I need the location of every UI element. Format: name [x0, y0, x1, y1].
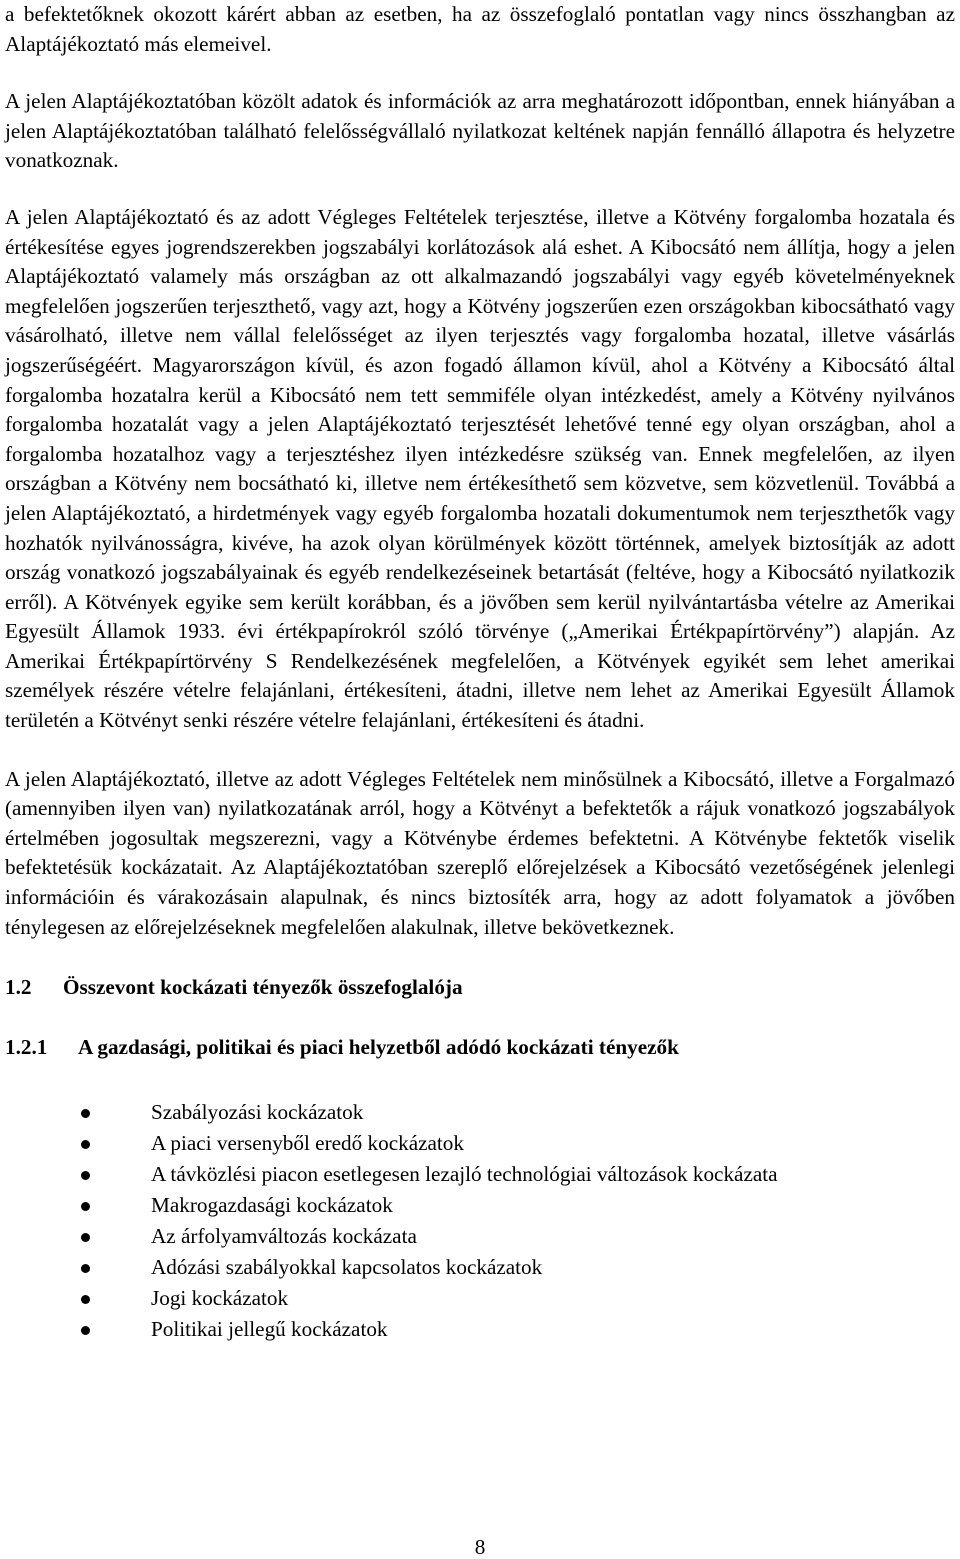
section-heading	[5, 973, 955, 1001]
paragraph-investor-disclaimer: A jelen Alaptájékoztató, illetve az adott Végleges Feltételek nem minősülnek a Kibocsátó, illetve a Forgalmazó (amennyiben ilyen van) nyilatkozatának arról, hogy a Kötvényt a befektetők a rájuk vonatkozó jogszabályok értelmében jogosultak megszerezni, vagy a Kötvénybe érdemes befektetni. A Kötvénybe fektetők viselik befektetésük kockázatait. Az Alaptájékoztatóban szereplő előrejelzések a Kibocsátó vezetőségének jelenlegi információin és várakozásain alapulnak, és nincs biztosíték arra, hogy az adott folyamatok a jövőben ténylegesen az előrejelzéseknek megfelelően alakulnak, illetve bekövetkeznek.	[5, 766, 955, 939]
list-item-text: A piaci versenyből eredő kockázatok	[151, 1131, 464, 1156]
risk-factor-list	[5, 1097, 955, 1345]
list-item-text: A távközlési piacon esetlegesen lezajló technológiai változások kockázata	[151, 1162, 778, 1187]
list-item	[5, 1252, 955, 1283]
paragraph-continuation: a befektetőknek okozott kárért abban az esetben, ha az összefoglaló pontatlan vagy nincs összhangban az Alaptájékoztató más elemeivel.	[5, 2, 955, 56]
subsection-title: A gazdasági, politikai és piaci helyzetből adódó kockázati tényezők	[78, 1035, 679, 1060]
subsection-number: 1.2.1	[5, 1035, 48, 1060]
list-item	[5, 1128, 955, 1159]
list-item	[5, 1283, 955, 1314]
section-number: 1.2	[5, 975, 32, 1000]
list-item-text: Az árfolyamváltozás kockázata	[151, 1224, 417, 1249]
bullet-icon	[81, 1326, 90, 1335]
list-item	[5, 1221, 955, 1252]
list-item-text: Makrogazdasági kockázatok	[151, 1193, 393, 1218]
page-number: 8	[474, 1535, 486, 1559]
document-page	[5, 0, 955, 1345]
list-item	[5, 1097, 955, 1128]
list-item-text: Szabályozási kockázatok	[151, 1100, 364, 1125]
subsection-heading	[5, 1033, 955, 1061]
bullet-icon	[81, 1140, 90, 1149]
bullet-icon	[81, 1264, 90, 1273]
list-item-text: Politikai jellegű kockázatok	[151, 1317, 388, 1342]
section-title: Összevont kockázati tényezők összefoglalója	[63, 975, 463, 1000]
bullet-icon	[81, 1171, 90, 1180]
list-item	[5, 1159, 955, 1190]
list-item	[5, 1314, 955, 1345]
paragraph-data-validity: A jelen Alaptájékoztatóban közölt adatok és információk az arra meghatározott időpontban, ennek hiányában a jelen Alaptájékoztatóban található felelősségvállaló nyilatkozat keltének napján fennálló állapotra és helyzetre vonatkoznak.	[5, 89, 955, 173]
list-item-text: Adózási szabályokkal kapcsolatos kockázatok	[151, 1255, 543, 1280]
bullet-icon	[81, 1202, 90, 1211]
list-item-text: Jogi kockázatok	[151, 1286, 289, 1311]
list-item	[5, 1190, 955, 1221]
bullet-icon	[81, 1295, 90, 1304]
paragraph-distribution-restrictions: A jelen Alaptájékoztató és az adott Végleges Feltételek terjesztése, illetve a Kötvény forgalomba hozatala és értékesítése egyes jogrendszerekben jogszabályi korlátozások alá eshet. A Kibocsátó nem állítja, hogy a jelen Alaptájékoztató valamely más országban az ott alkalmazandó jogszabályi vagy egyéb követelményeknek megfelelően jogszerűen terjeszthető, vagy azt, hogy a Kötvény jogszerűen ezen országokban kibocsátható vagy vásárolható, illetve nem vállal felelősséget az ilyen terjesztés vagy forgalomba hozatal, illetve vásárlás jogszerűségéért. Magyarországon kívül, és azon fogadó államon kívül, ahol a Kötvény a Kibocsátó által forgalomba hozatalra kerül a Kibocsátó nem tett semmiféle olyan intézkedést, amely a Kötvény nyilvános forgalomba hozatalát vagy a jelen Alaptájékoztató terjesztését lehetővé tenné egy olyan országban, ahol a forgalomba hozatalhoz vagy a terjesztéshez ilyen intézkedésre szükség van. Ennek megfelelően, az ilyen országban a Kötvény nem bocsátható ki, illetve nem értékesíthető sem közvetve, sem közvetlenül. Továbbá a jelen Alaptájékoztató, a hirdetmények vagy egyéb forgalomba hozatali dokumentumok nem terjeszthetők vagy hozhatók nyilvánosságra, kivéve, ha azok olyan körülmények között történnek, amelyek biztosítják az adott ország vonatkozó jogszabályainak és egyéb rendelkezéseinek betartását (feltéve, hogy a Kibocsátó nyilatkozik erről). A Kötvények egyike sem került korábban, és a jövőben sem kerül nyilvántartásba vételre az Amerikai Egyesült Államok 1933. évi értékpapírokról szóló törvénye („Amerikai Értékpapírtörvény”) alapján. Az Amerikai Értékpapírtörvény S Rendelkezésének megfelelően, a Kötvények egyikét sem lehet amerikai személyek részére vételre felajánlani, értékesíteni, átadni, illetve nem lehet az Amerikai Egyesült Államok területén a Kötvényt senki részére vételre felajánlani, értékesíteni és átadni.	[5, 204, 955, 733]
bullet-icon	[81, 1109, 90, 1118]
bullet-icon	[81, 1233, 90, 1242]
